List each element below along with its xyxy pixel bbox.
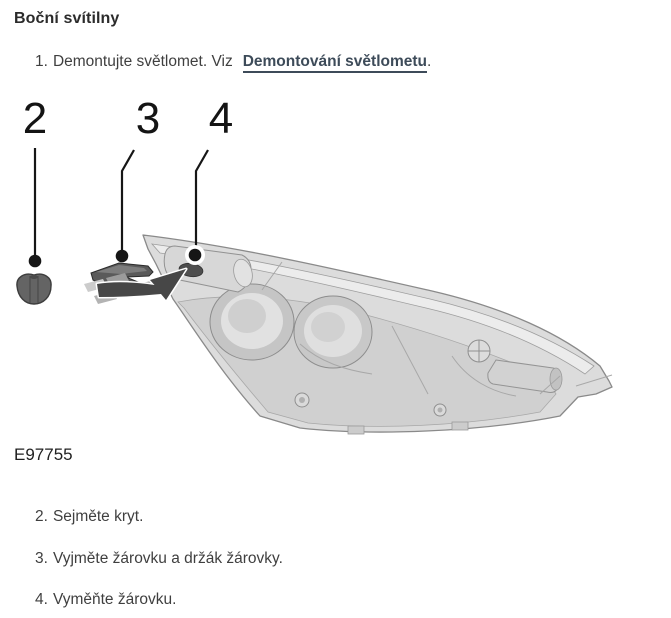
- link-demontovani-svetlometu[interactable]: Demontování světlometu: [243, 53, 427, 73]
- procedure-step-3: [35, 549, 283, 569]
- figure-code-label: E97755: [14, 445, 73, 464]
- adjuster-screw: [468, 340, 490, 362]
- procedure-step-4: [35, 590, 176, 610]
- reflector-dome-left: [210, 284, 294, 360]
- callout-number-3: 3: [135, 94, 161, 143]
- procedure-step-1: [35, 52, 431, 72]
- step-1-text: Demontujte světlomet. Viz: [52, 53, 233, 70]
- step-4-number: 4.: [35, 591, 48, 608]
- procedure-step-2: [35, 507, 143, 527]
- step-1-number: 1.: [35, 53, 48, 70]
- step-3-text: Vyjměte žárovku a držák žárovky.: [52, 550, 283, 567]
- page-title: Boční svítilny: [14, 10, 120, 27]
- callout-number-2: 2: [22, 94, 48, 143]
- step-2-number: 2.: [35, 508, 48, 525]
- headlamp-figure-illustration: [0, 94, 671, 446]
- step-4-text: Vyměňte žárovku.: [52, 591, 177, 608]
- callout-dot-2: [29, 255, 42, 268]
- step-3-number: 3.: [35, 550, 48, 567]
- callout-number-4: 4: [208, 94, 234, 143]
- callout-dot-3: [116, 250, 129, 263]
- step-1-text-after-link: .: [427, 53, 432, 70]
- leader-line-4: [196, 150, 208, 249]
- reflector-dome-right: [294, 296, 372, 368]
- bulb-cap-part: [17, 274, 51, 304]
- headlamp-assembly-drawing: [143, 235, 612, 434]
- leader-line-3: [122, 150, 134, 252]
- step-2-text: Sejměte kryt.: [52, 508, 144, 525]
- callout-dot-4: [189, 249, 202, 262]
